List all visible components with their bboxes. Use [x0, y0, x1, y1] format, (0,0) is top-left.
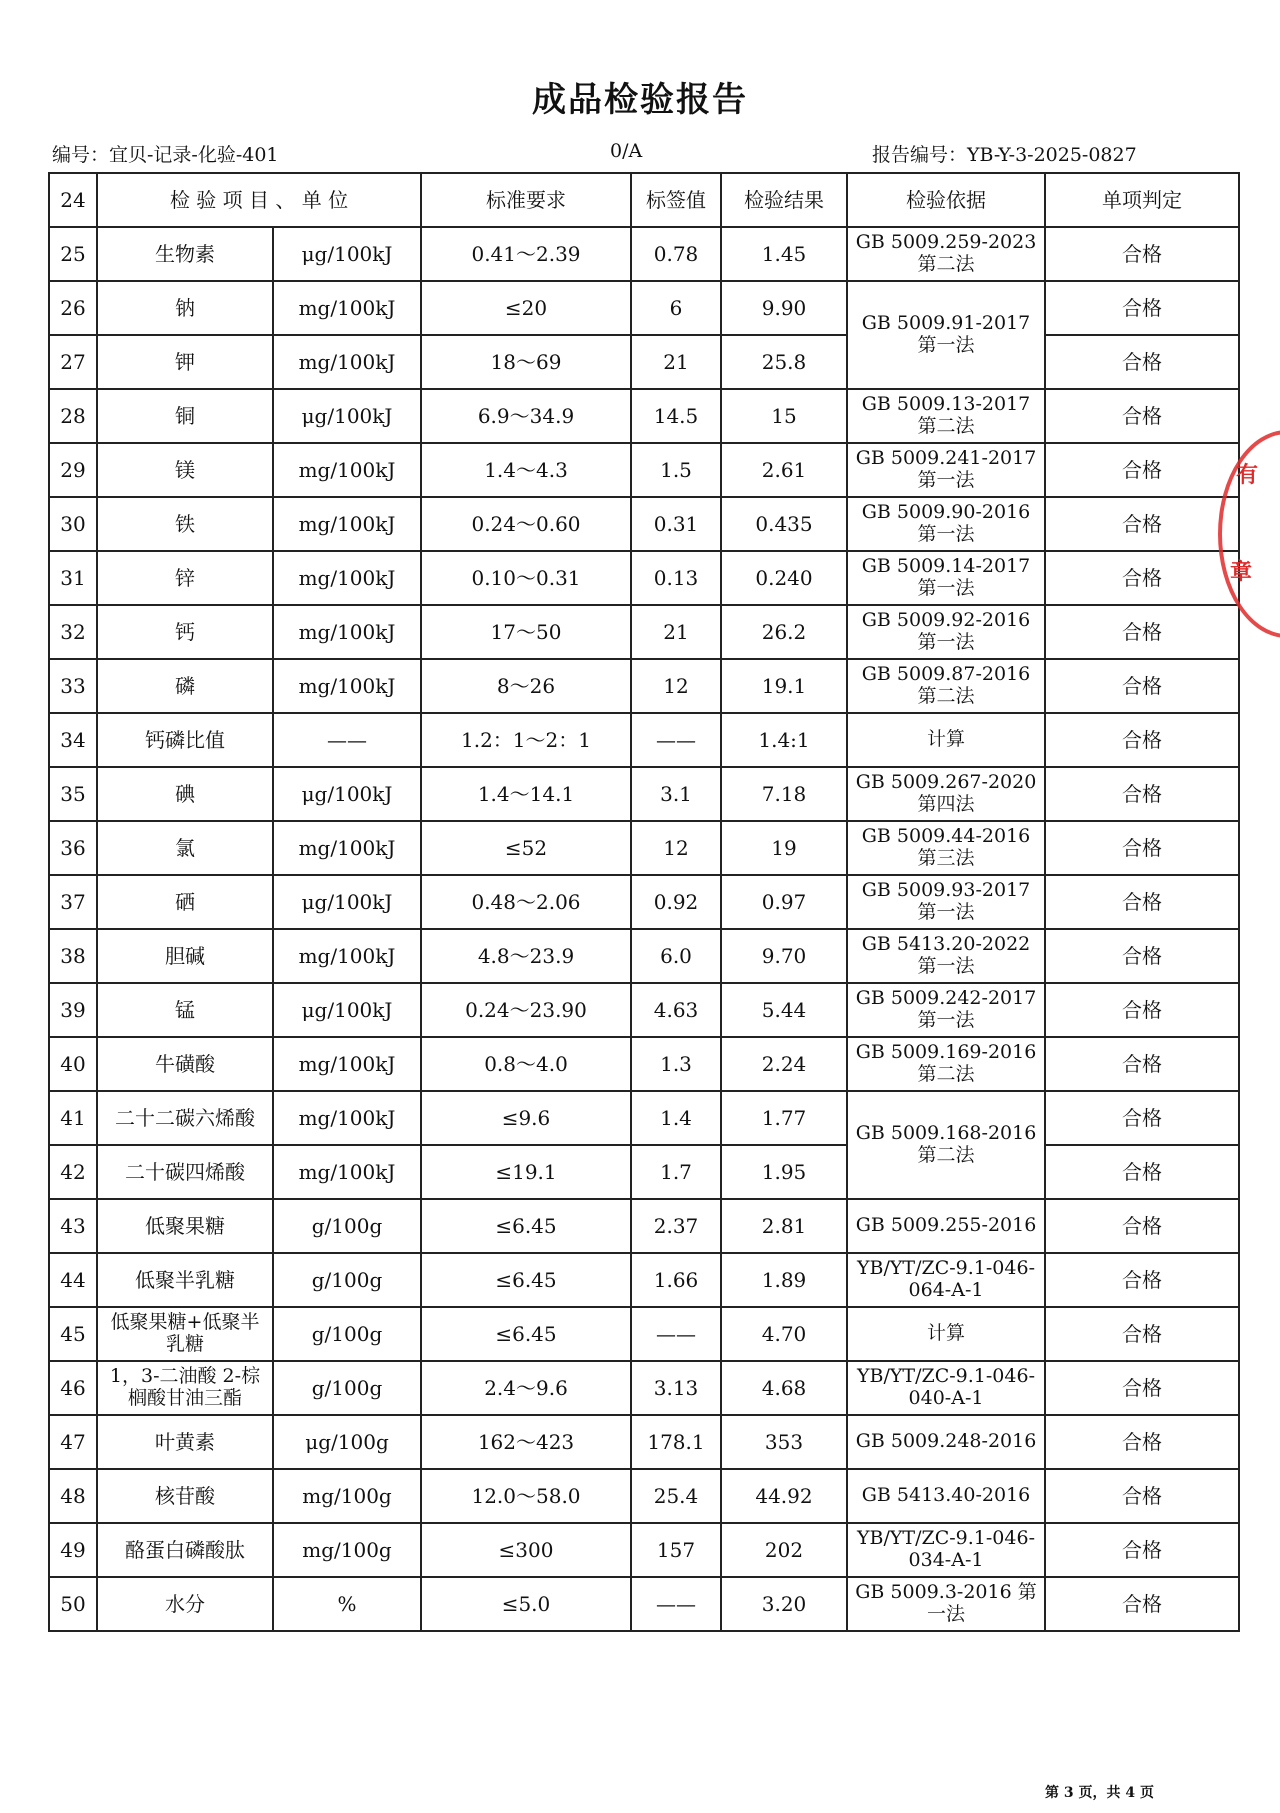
judgement: 合格 [1045, 983, 1239, 1037]
item-name: 胆碱 [97, 929, 273, 983]
item-unit: mg/100kJ [273, 605, 421, 659]
test-basis: GB 5009.91-2017 第一法 [847, 281, 1045, 389]
label-value: 1.66 [631, 1253, 721, 1307]
test-result: 202 [721, 1523, 847, 1577]
row-number: 41 [49, 1091, 97, 1145]
standard-requirement: 1.4～4.3 [421, 443, 631, 497]
table-row [49, 1469, 1239, 1523]
row-number: 26 [49, 281, 97, 335]
judgement: 合格 [1045, 767, 1239, 821]
test-result: 19.1 [721, 659, 847, 713]
row-number: 33 [49, 659, 97, 713]
standard-requirement: ≤300 [421, 1523, 631, 1577]
standard-requirement: ≤6.45 [421, 1199, 631, 1253]
table-row [49, 1523, 1239, 1577]
row-number: 35 [49, 767, 97, 821]
standard-requirement: 0.8～4.0 [421, 1037, 631, 1091]
judgement: 合格 [1045, 1253, 1239, 1307]
table-row [49, 443, 1239, 497]
standard-requirement: 0.24～23.90 [421, 983, 631, 1037]
test-result: 44.92 [721, 1469, 847, 1523]
judgement: 合格 [1045, 443, 1239, 497]
item-unit: mg/100kJ [273, 335, 421, 389]
item-unit: % [273, 1577, 421, 1631]
test-basis: GB 5009.168-2016 第二法 [847, 1091, 1045, 1199]
test-result: 2.61 [721, 443, 847, 497]
row-number: 38 [49, 929, 97, 983]
test-basis: GB 5009.87-2016 第二法 [847, 659, 1045, 713]
table-row [49, 713, 1239, 767]
judgement: 合格 [1045, 1415, 1239, 1469]
item-name: 镁 [97, 443, 273, 497]
row-number: 42 [49, 1145, 97, 1199]
item-name: 低聚果糖 [97, 1199, 273, 1253]
judgement: 合格 [1045, 1037, 1239, 1091]
label-value: 157 [631, 1523, 721, 1577]
standard-requirement: 12.0～58.0 [421, 1469, 631, 1523]
label-value: 1.4 [631, 1091, 721, 1145]
table-row [49, 227, 1239, 281]
item-name: 叶黄素 [97, 1415, 273, 1469]
label-value: 6 [631, 281, 721, 335]
label-value: 12 [631, 659, 721, 713]
row-number: 39 [49, 983, 97, 1037]
label-value: 21 [631, 605, 721, 659]
standard-requirement: 4.8～23.9 [421, 929, 631, 983]
test-basis: GB 5009.241-2017 第一法 [847, 443, 1045, 497]
header-result: 检验结果 [721, 173, 847, 227]
item-name: 硒 [97, 875, 273, 929]
test-result: 1.89 [721, 1253, 847, 1307]
item-unit: μg/100g [273, 1415, 421, 1469]
test-basis: 计算 [847, 1307, 1045, 1361]
item-unit: μg/100kJ [273, 875, 421, 929]
item-name: 钠 [97, 281, 273, 335]
table-row [49, 929, 1239, 983]
inspection-table [48, 172, 1240, 1632]
test-result: 1.45 [721, 227, 847, 281]
label-value: —— [631, 1577, 721, 1631]
item-name: 酪蛋白磷酸肽 [97, 1523, 273, 1577]
table-row [49, 821, 1239, 875]
item-unit: mg/100kJ [273, 281, 421, 335]
item-unit: g/100g [273, 1253, 421, 1307]
test-result: 3.20 [721, 1577, 847, 1631]
standard-requirement: 0.24～0.60 [421, 497, 631, 551]
item-unit: mg/100kJ [273, 443, 421, 497]
label-value: 2.37 [631, 1199, 721, 1253]
label-value: 1.3 [631, 1037, 721, 1091]
label-value: 1.7 [631, 1145, 721, 1199]
judgement: 合格 [1045, 713, 1239, 767]
row-number: 45 [49, 1307, 97, 1361]
table-row [49, 497, 1239, 551]
document-number: 编号：宜贝-记录-化验-401 [52, 144, 279, 166]
item-name: 水分 [97, 1577, 273, 1631]
row-number: 27 [49, 335, 97, 389]
item-name: 1，3-二油酸 2-棕榈酸甘油三酯 [97, 1361, 273, 1415]
label-value: 0.78 [631, 227, 721, 281]
test-result: 1.77 [721, 1091, 847, 1145]
standard-requirement: 2.4～9.6 [421, 1361, 631, 1415]
item-name: 二十碳四烯酸 [97, 1145, 273, 1199]
item-name: 铁 [97, 497, 273, 551]
item-unit: mg/100kJ [273, 1145, 421, 1199]
row-number: 25 [49, 227, 97, 281]
test-basis: GB 5009.248-2016 [847, 1415, 1045, 1469]
item-name: 铜 [97, 389, 273, 443]
test-result: 2.24 [721, 1037, 847, 1091]
row-number: 46 [49, 1361, 97, 1415]
table-row [49, 1091, 1239, 1145]
label-value: 178.1 [631, 1415, 721, 1469]
table-row [49, 551, 1239, 605]
item-name: 碘 [97, 767, 273, 821]
item-name: 钙 [97, 605, 273, 659]
judgement: 合格 [1045, 605, 1239, 659]
test-basis: YB/YT/ZC-9.1-046-040-A-1 [847, 1361, 1045, 1415]
table-row [49, 1199, 1239, 1253]
test-result: 0.435 [721, 497, 847, 551]
judgement: 合格 [1045, 1577, 1239, 1631]
test-result: 5.44 [721, 983, 847, 1037]
test-basis: YB/YT/ZC-9.1-046-064-A-1 [847, 1253, 1045, 1307]
row-number: 31 [49, 551, 97, 605]
judgement: 合格 [1045, 497, 1239, 551]
item-name: 锌 [97, 551, 273, 605]
table-row [49, 281, 1239, 335]
table-row [49, 605, 1239, 659]
standard-requirement: 0.41～2.39 [421, 227, 631, 281]
item-unit: mg/100kJ [273, 821, 421, 875]
test-basis: GB 5009.14-2017 第一法 [847, 551, 1045, 605]
item-unit: μg/100kJ [273, 767, 421, 821]
row-number: 28 [49, 389, 97, 443]
item-unit: μg/100kJ [273, 227, 421, 281]
judgement: 合格 [1045, 1145, 1239, 1199]
label-value: —— [631, 1307, 721, 1361]
report-number: 报告编号：YB-Y-3-2025-0827 [872, 144, 1137, 166]
label-value: 21 [631, 335, 721, 389]
standard-requirement: ≤6.45 [421, 1253, 631, 1307]
judgement: 合格 [1045, 389, 1239, 443]
standard-requirement: ≤6.45 [421, 1307, 631, 1361]
judgement: 合格 [1045, 821, 1239, 875]
stamp-fragment: 有 [1236, 462, 1259, 488]
table-header-row [49, 173, 1239, 227]
test-result: 0.97 [721, 875, 847, 929]
standard-requirement: 0.10～0.31 [421, 551, 631, 605]
test-basis: 计算 [847, 713, 1045, 767]
label-value: 12 [631, 821, 721, 875]
test-result: 9.90 [721, 281, 847, 335]
test-result: 4.68 [721, 1361, 847, 1415]
row-number: 37 [49, 875, 97, 929]
item-unit: mg/100g [273, 1469, 421, 1523]
item-name: 低聚半乳糖 [97, 1253, 273, 1307]
standard-requirement: 8～26 [421, 659, 631, 713]
standard-requirement: ≤20 [421, 281, 631, 335]
row-number: 29 [49, 443, 97, 497]
judgement: 合格 [1045, 1091, 1239, 1145]
table-row [49, 1361, 1239, 1415]
test-result: 4.70 [721, 1307, 847, 1361]
test-basis: GB 5413.20-2022 第一法 [847, 929, 1045, 983]
judgement: 合格 [1045, 1199, 1239, 1253]
item-unit: g/100g [273, 1199, 421, 1253]
standard-requirement: 18～69 [421, 335, 631, 389]
standard-requirement: 1.2：1～2：1 [421, 713, 631, 767]
item-name: 氯 [97, 821, 273, 875]
judgement: 合格 [1045, 227, 1239, 281]
row-number: 44 [49, 1253, 97, 1307]
table-row [49, 389, 1239, 443]
header-basis: 检验依据 [847, 173, 1045, 227]
test-result: 15 [721, 389, 847, 443]
table-row [49, 335, 1239, 389]
test-basis: GB 5009.242-2017 第一法 [847, 983, 1045, 1037]
item-name: 钾 [97, 335, 273, 389]
test-basis: GB 5009.169-2016 第二法 [847, 1037, 1045, 1091]
stamp-fragment: 章 [1230, 559, 1253, 585]
judgement: 合格 [1045, 929, 1239, 983]
label-value: 4.63 [631, 983, 721, 1037]
test-basis: YB/YT/ZC-9.1-046-034-A-1 [847, 1523, 1045, 1577]
item-unit: mg/100kJ [273, 929, 421, 983]
test-basis: GB 5009.3-2016 第一法 [847, 1577, 1045, 1631]
judgement: 合格 [1045, 551, 1239, 605]
header-standard: 标准要求 [421, 173, 631, 227]
header-no: 24 [49, 173, 97, 227]
item-name: 生物素 [97, 227, 273, 281]
test-basis: GB 5009.259-2023 第二法 [847, 227, 1045, 281]
document-version: 0/A [610, 140, 643, 162]
judgement: 合格 [1045, 1469, 1239, 1523]
item-unit: mg/100kJ [273, 1037, 421, 1091]
row-number: 47 [49, 1415, 97, 1469]
test-result: 26.2 [721, 605, 847, 659]
test-basis: GB 5413.40-2016 [847, 1469, 1045, 1523]
test-basis: GB 5009.92-2016 第一法 [847, 605, 1045, 659]
standard-requirement: ≤52 [421, 821, 631, 875]
standard-requirement: 17～50 [421, 605, 631, 659]
item-unit: μg/100kJ [273, 983, 421, 1037]
test-basis: GB 5009.267-2020 第四法 [847, 767, 1045, 821]
item-unit: μg/100kJ [273, 389, 421, 443]
standard-requirement: ≤9.6 [421, 1091, 631, 1145]
test-result: 19 [721, 821, 847, 875]
header-item-unit: 检 验 项 目 、 单 位 [97, 173, 421, 227]
judgement: 合格 [1045, 875, 1239, 929]
label-value: 3.13 [631, 1361, 721, 1415]
row-number: 40 [49, 1037, 97, 1091]
test-result: 9.70 [721, 929, 847, 983]
item-unit: g/100g [273, 1307, 421, 1361]
item-unit: mg/100kJ [273, 497, 421, 551]
table-row [49, 659, 1239, 713]
table-row [49, 1577, 1239, 1631]
item-name: 磷 [97, 659, 273, 713]
item-name: 核苷酸 [97, 1469, 273, 1523]
label-value: 6.0 [631, 929, 721, 983]
item-unit: mg/100kJ [273, 659, 421, 713]
test-basis: GB 5009.255-2016 [847, 1199, 1045, 1253]
label-value: 0.31 [631, 497, 721, 551]
header-label-value: 标签值 [631, 173, 721, 227]
judgement: 合格 [1045, 659, 1239, 713]
judgement: 合格 [1045, 281, 1239, 335]
table-row [49, 1415, 1239, 1469]
judgement: 合格 [1045, 1523, 1239, 1577]
test-result: 0.240 [721, 551, 847, 605]
table-row [49, 1037, 1239, 1091]
table-row [49, 983, 1239, 1037]
row-number: 50 [49, 1577, 97, 1631]
page-indicator: 第 3 页，共 4 页 [1045, 1785, 1154, 1801]
label-value: —— [631, 713, 721, 767]
item-name: 二十二碳六烯酸 [97, 1091, 273, 1145]
test-result: 1.4:1 [721, 713, 847, 767]
row-number: 49 [49, 1523, 97, 1577]
test-basis: GB 5009.44-2016 第三法 [847, 821, 1045, 875]
header-judgement: 单项判定 [1045, 173, 1239, 227]
standard-requirement: 0.48～2.06 [421, 875, 631, 929]
test-basis: GB 5009.13-2017 第二法 [847, 389, 1045, 443]
test-result: 1.95 [721, 1145, 847, 1199]
table-row [49, 1253, 1239, 1307]
test-result: 25.8 [721, 335, 847, 389]
item-unit: g/100g [273, 1361, 421, 1415]
judgement: 合格 [1045, 1361, 1239, 1415]
test-result: 7.18 [721, 767, 847, 821]
row-number: 32 [49, 605, 97, 659]
table-row [49, 1145, 1239, 1199]
judgement: 合格 [1045, 1307, 1239, 1361]
label-value: 25.4 [631, 1469, 721, 1523]
standard-requirement: 6.9～34.9 [421, 389, 631, 443]
row-number: 34 [49, 713, 97, 767]
item-name: 钙磷比值 [97, 713, 273, 767]
standard-requirement: 1.4～14.1 [421, 767, 631, 821]
label-value: 0.92 [631, 875, 721, 929]
label-value: 14.5 [631, 389, 721, 443]
item-name: 牛磺酸 [97, 1037, 273, 1091]
item-unit: —— [273, 713, 421, 767]
test-result: 2.81 [721, 1199, 847, 1253]
label-value: 3.1 [631, 767, 721, 821]
judgement: 合格 [1045, 335, 1239, 389]
standard-requirement: ≤19.1 [421, 1145, 631, 1199]
table-row [49, 1307, 1239, 1361]
standard-requirement: 162～423 [421, 1415, 631, 1469]
table-row [49, 875, 1239, 929]
item-unit: mg/100kJ [273, 1091, 421, 1145]
report-title: 成品检验报告 [532, 80, 748, 120]
test-basis: GB 5009.90-2016 第一法 [847, 497, 1045, 551]
test-result: 353 [721, 1415, 847, 1469]
label-value: 0.13 [631, 551, 721, 605]
item-name: 锰 [97, 983, 273, 1037]
item-name: 低聚果糖+低聚半乳糖 [97, 1307, 273, 1361]
item-unit: mg/100kJ [273, 551, 421, 605]
row-number: 30 [49, 497, 97, 551]
table-row [49, 767, 1239, 821]
test-basis: GB 5009.93-2017 第一法 [847, 875, 1045, 929]
item-unit: mg/100g [273, 1523, 421, 1577]
row-number: 43 [49, 1199, 97, 1253]
standard-requirement: ≤5.0 [421, 1577, 631, 1631]
row-number: 36 [49, 821, 97, 875]
row-number: 48 [49, 1469, 97, 1523]
label-value: 1.5 [631, 443, 721, 497]
